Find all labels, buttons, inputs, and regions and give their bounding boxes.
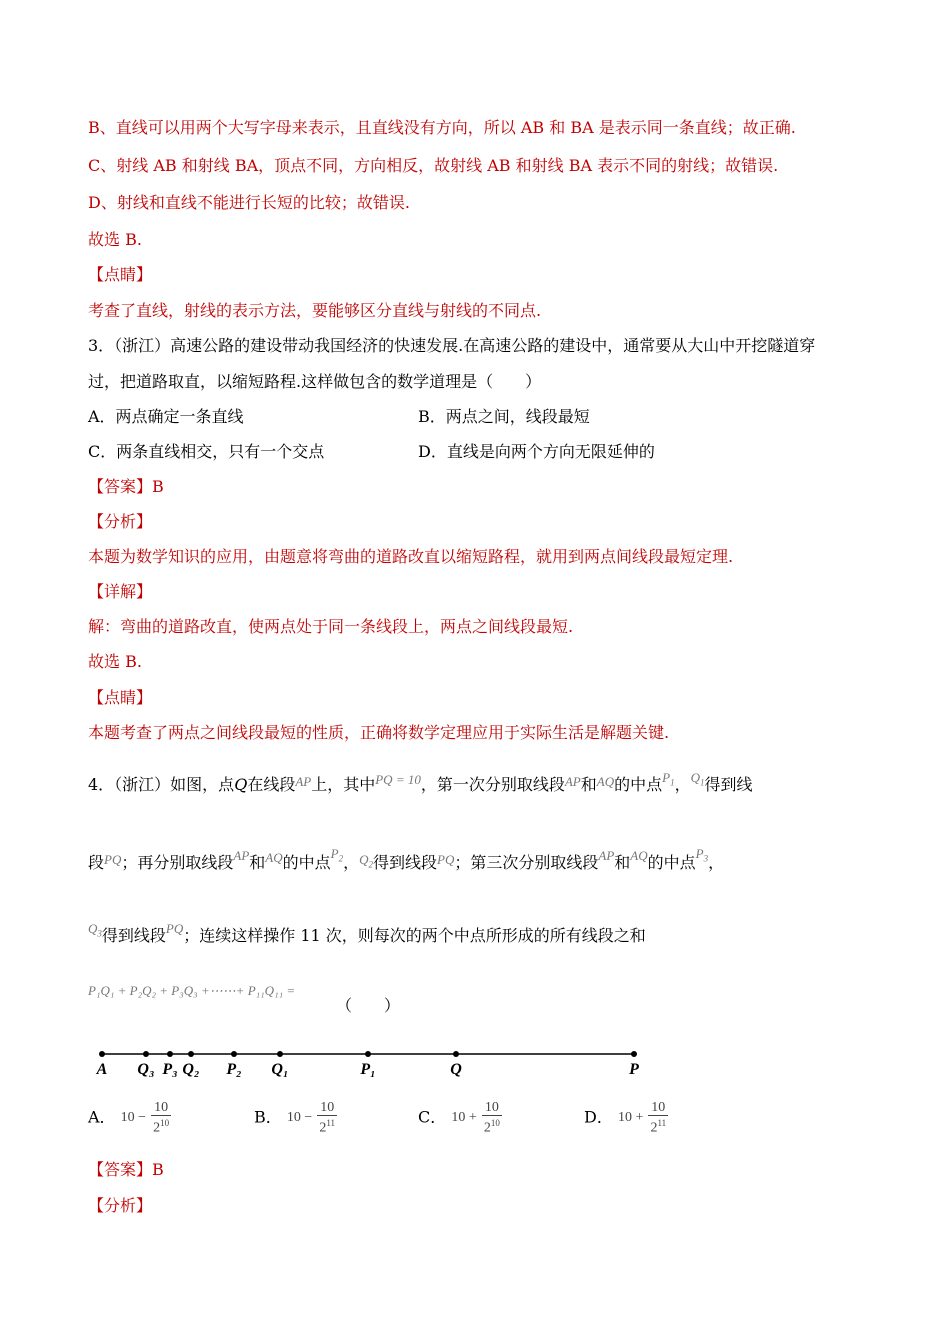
point-p3 xyxy=(167,1051,173,1057)
q3-option-c: C．两条直线相交，只有一个交点 xyxy=(88,442,325,461)
point-a-label: A xyxy=(96,1061,108,1078)
q4-option-a: A． 10 − $\frac{10}{2^{10}}$ xyxy=(88,1100,170,1136)
q4-stem-line2: 段$^{PQ}$；再分别取线段$^{AP}$和$^{AQ}$的中点$^{P_2}$，$^{Q_2}$得到线段$^{PQ}$；第三次分别取线段$^{AP}$和$^{AQ}$的中点$^{P_3}$， xyxy=(88,846,725,872)
q3-analysis: 本题为数学知识的应用，由题意将弯曲的道路改直以缩短路程，就用到两点间线段最短定理. xyxy=(88,547,734,566)
q3-note: 本题考查了两点之间线段最短的性质，正确将数学定理应用于实际生活是解题关键. xyxy=(88,723,670,742)
solution-line-c: C、射线 AB 和射线 BA，顶点不同，方向相反，故射线 AB 和射线 BA 表示不同的射线；故错误. xyxy=(88,156,779,175)
q4-answer: 【答案】B xyxy=(88,1160,164,1179)
point-a xyxy=(99,1051,105,1057)
q4-option-b: B． 10 − $\frac{10}{2^{11}}$ xyxy=(254,1100,336,1136)
q4-analysis-label: 【分析】 xyxy=(88,1196,153,1215)
q4-option-c: C． 10 + $\frac{10}{2^{10}}$ xyxy=(418,1100,500,1136)
point-q xyxy=(453,1051,459,1057)
solution-line-b: B、直线可以用两个大写字母来表示，且直线没有方向，所以 AB 和 BA 是表示同一条直线；故正确. xyxy=(88,118,796,137)
note-label: 【点睛】 xyxy=(88,265,153,284)
q3-stem-line2: 过，把道路取直，以缩短路程.这样做包含的数学道理是（ ） xyxy=(88,372,542,391)
point-p xyxy=(631,1051,637,1057)
q3-note-label: 【点睛】 xyxy=(88,688,153,707)
point-q2-label: Q₂ xyxy=(182,1061,200,1078)
q3-detail: 解：弯曲的道路改直，使两点处于同一条线段上，两点之间线段最短. xyxy=(88,617,574,636)
number-line-figure xyxy=(88,1042,648,1082)
q3-option-a: A．两点确定一条直线 xyxy=(88,407,244,426)
q3-detail-label: 【详解】 xyxy=(88,582,153,601)
point-q1-label: Q₁ xyxy=(271,1061,289,1078)
note-text: 考查了直线，射线的表示方法，要能够区分直线与射线的不同点. xyxy=(88,301,542,320)
point-q3-label: Q₃ xyxy=(137,1061,155,1078)
point-p1 xyxy=(365,1051,371,1057)
q4-answer-paren: （ ） xyxy=(336,996,401,1015)
q4-stem-line1: 4．（浙江）如图，点Q在线段$^{AP}$上，其中$^{PQ = 10}$，第一次分别取线段$^{AP}$和$^{AQ}$的中点$^{P_1}$，$^{Q_1}$得到线 xyxy=(88,770,753,794)
point-q2 xyxy=(188,1051,194,1057)
point-q-label: Q xyxy=(450,1061,462,1078)
point-p1-label: P₁ xyxy=(360,1061,376,1078)
point-q1 xyxy=(277,1051,283,1057)
q4-sum-expression: P₁Q₁ + P₂Q₂ + P₃Q₃ +⋯⋯+ P₁₁Q₁₁ = xyxy=(88,983,296,998)
point-p-label: P xyxy=(629,1061,639,1078)
q3-choice: 故选 B. xyxy=(88,652,142,671)
point-p3-label: P₃ xyxy=(162,1061,178,1078)
q3-answer: 【答案】B xyxy=(88,477,164,496)
q3-option-b: B．两点之间，线段最短 xyxy=(418,407,590,426)
q3-analysis-label: 【分析】 xyxy=(88,512,153,531)
point-p2-label: P₂ xyxy=(226,1061,242,1078)
q3-stem-line1: 3．（浙江）高速公路的建设带动我国经济的快速发展.在高速公路的建设中，通常要从大山中开挖隧道穿 xyxy=(88,336,816,355)
q4-option-d: D． 10 + $\frac{10}{2^{11}}$ xyxy=(584,1100,667,1136)
solution-choice: 故选 B. xyxy=(88,230,142,249)
q3-option-d: D．直线是向两个方向无限延伸的 xyxy=(418,442,655,461)
q4-stem-line3: $^{Q_3}$得到线段$^{PQ}$；连续这样操作 11 次，则每次的两个中点所形成的所有线段之和 xyxy=(88,921,646,945)
point-p2 xyxy=(231,1051,237,1057)
solution-line-d: D、射线和直线不能进行长短的比较；故错误. xyxy=(88,193,410,212)
point-q3 xyxy=(143,1051,149,1057)
